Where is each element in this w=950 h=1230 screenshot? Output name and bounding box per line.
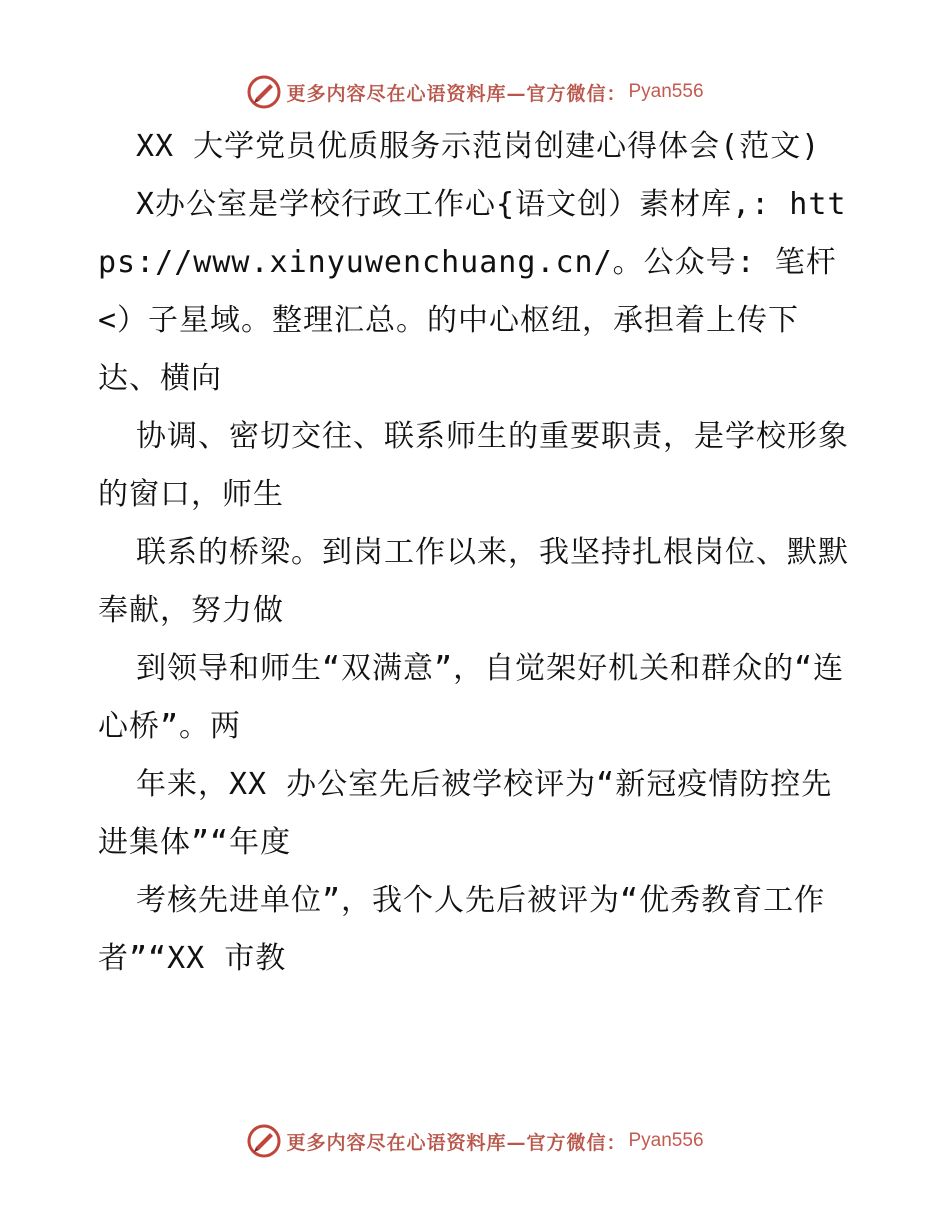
paragraph: X办公室是学校行政工作心{语文创）素材库,: https://www.xinyuwenchuang.cn/。公众号: 笔杆<）子星域。整理汇总。的中心枢纽，承担着上传下达、横向 (98, 187, 847, 396)
paragraph: 年来，XX 办公室先后被学校评为“新冠疫情防控先进集体”“年度 (98, 767, 833, 860)
banner-text: 更多内容尽在心语资料库—官方微信： (286, 1131, 627, 1154)
banner-account: Pyan556 (628, 81, 704, 102)
paragraph: 到领导和师生“双满意”，自觉架好机关和群众的“连心桥”。两 (98, 651, 845, 744)
paragraph: 联系的桥梁。到岗工作以来，我坚持扎根岗位、默默奉献，努力做 (98, 535, 849, 628)
banner-text: 更多内容尽在心语资料库—官方微信： (286, 82, 627, 105)
pen-circle-logo-icon (246, 1123, 282, 1159)
pen-circle-logo-icon (246, 74, 282, 110)
footer-banner (0, 1121, 950, 1161)
document-body (98, 118, 858, 988)
header-banner (0, 72, 950, 112)
banner-account: Pyan556 (628, 1130, 704, 1151)
document-title: XX 大学党员优质服务示范岗创建心得体会(范文) (136, 129, 821, 164)
paragraph: 考核先进单位”，我个人先后被评为“优秀教育工作者”“XX 市教 (98, 883, 826, 976)
paragraph: 协调、密切交往、联系师生的重要职责，是学校形象的窗口，师生 (98, 419, 849, 512)
